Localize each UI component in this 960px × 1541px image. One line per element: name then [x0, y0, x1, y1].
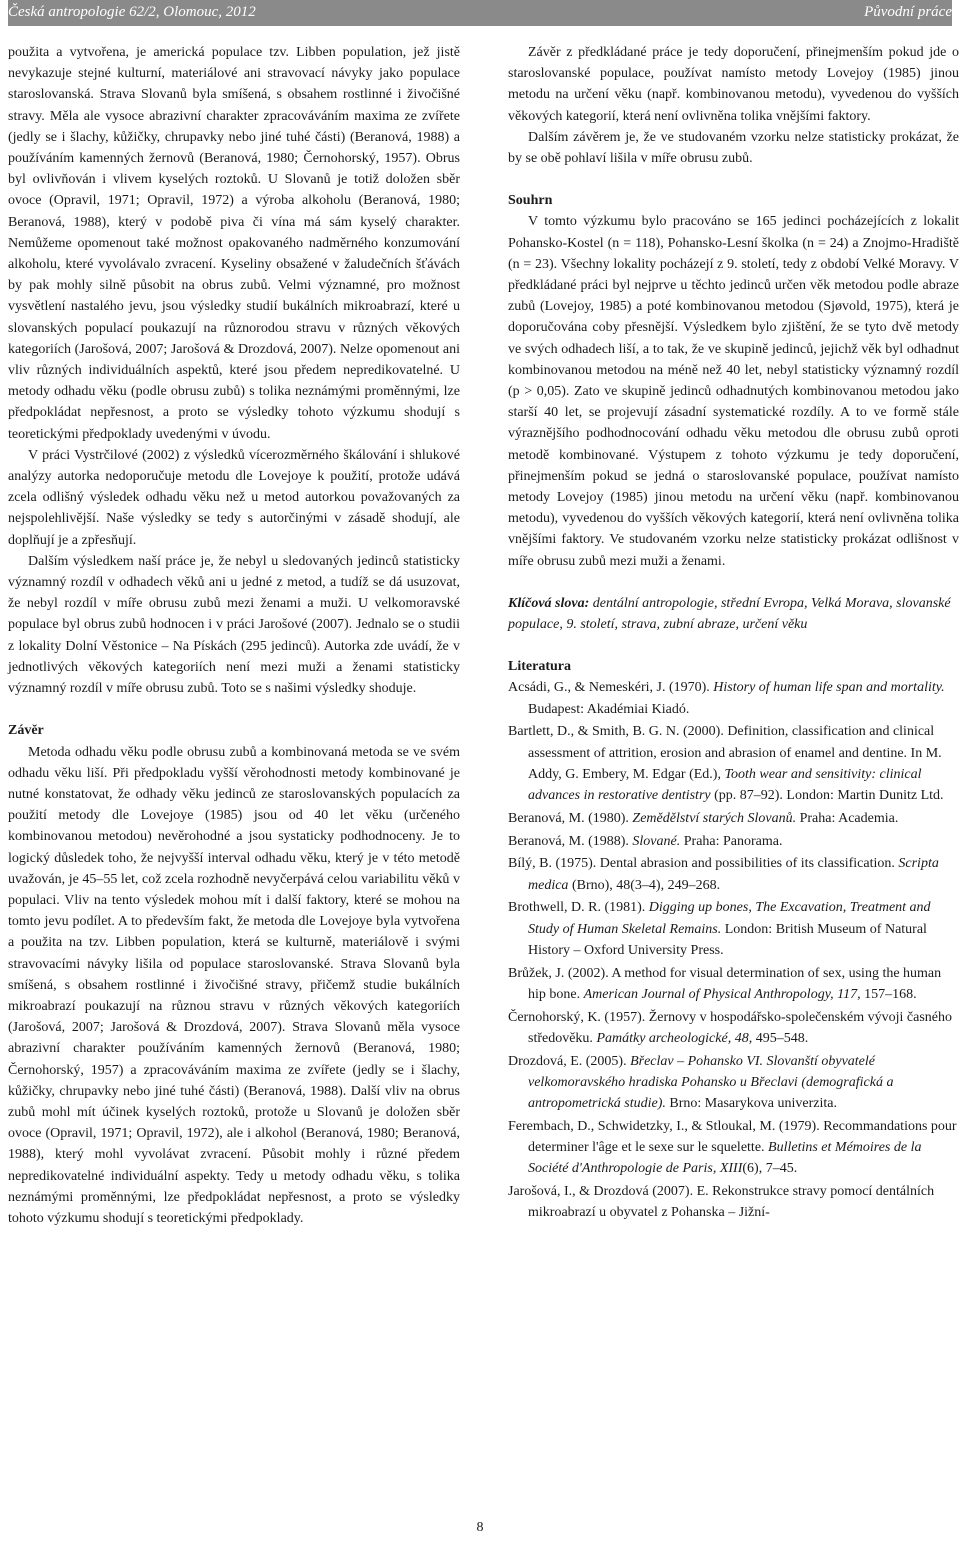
section-heading-souhrn: Souhrn — [508, 193, 553, 209]
reference-publisher: Budapest: Akadémiai Kiadó. — [528, 701, 690, 717]
right-column — [508, 42, 959, 1225]
reference-entry — [508, 721, 959, 806]
reference-text: Jarošová, I., & Drozdová (2007). E. Rekonstrukce stravy pomocí dentálních mikroabrazí u obyvatel z Pohanska – Jižní- — [508, 1184, 935, 1221]
reference-entry — [508, 853, 959, 895]
reference-text: Acsádi, G., & Nemeskéri, J. (1970). — [508, 680, 714, 696]
section-heading-literatura: Literatura — [508, 659, 571, 675]
reference-title: History of human life span and mortality. — [713, 680, 945, 696]
reference-entry — [508, 1116, 959, 1180]
reference-entry — [508, 963, 959, 1005]
reference-title: Digging up bones, The Excavation, Treatment and Study of Human Skeletal Remains. — [528, 900, 931, 937]
reference-publisher: (pp. 87–92). London: Martin Dunitz Ltd. — [710, 788, 944, 804]
reference-text: Černohorský, K. (1957). Žernovy v hospodářsko-společenském vývoji časného středověku. — [508, 1009, 953, 1046]
reference-publisher: London: British Museum of Natural History – Oxford University Press. — [528, 921, 927, 958]
reference-text: Ferembach, D., Schwidetzky, I., & Stloukal, M. (1979). Recommandations pour determiner l'âge et le sexe sur le squelette. — [508, 1118, 957, 1156]
reference-title: Slované. — [632, 833, 681, 849]
paragraph: V tomto výzkumu bylo pracováno se 165 jedinci pocházejících z lokalit Pohansko-Kostel (n = 118), Pohansko-Lesní školka (n = 24) a Znojmo-Hradiště (n = 23). Všechny lokality pocházejí z 9. století, tedy z období Velké Moravy. V předkládané práci byl nejprve u těchto jedinců určen věk metodou podle abraze zubů (Lovejoy, 1985) a poté kombinovanou metodou (Sjøvold, 1975), která je doporučována coby přesnější. Výsledkem bylo zjištění, že se tyto dvě metody ve svých odhadech liší, a to tak, že ve skupině jedinců, jejichž věk byl odhadnut kombinovanou metodou na méně než 40 let, nebyl statisticky významný rozdíl (p > 0,05). Zato ve skupině jedinců odhadnutých kombinovanou metodou jako starší 40 let, se projevují zásadní systematické rozdíly. A to ve formě stále výraznějšího podhodnocování odhadu věku metodou dle obrusu zubů oproti metodě kombinované. Výstupem z tohoto výzkumu je tedy doporučení, přinejmenším pokud se jedná o staroslovanské populace, používat namísto metody Lovejoy (1985) jinou metodu na určení věku (např. kombinovanou metodu), vyvedenou do vyšších věkových kategorií, která není ovlivněna tolika vnějšími faktory. Ve studovaném vzorku nelze statisticky prokázat odlišnost v míře obrusu zubů mezi muži a ženami. — [508, 214, 959, 569]
reference-text: Drozdová, E. (2005). — [508, 1053, 631, 1069]
reference-entry — [508, 808, 959, 829]
reference-entry — [508, 1181, 959, 1223]
reference-publisher: Praha: Academia. — [796, 810, 899, 826]
page-number: 8 — [476, 1520, 484, 1535]
reference-entry — [508, 831, 959, 852]
paragraph: Dalším závěrem je, že ve studovaném vzorku nelze statisticky prokázat, že by se obě pohlaví lišila v míře obrusu zubů. — [508, 129, 959, 167]
reference-entry — [508, 1051, 959, 1115]
reference-title: Tooth wear and sensitivity: clinical advances in restorative dentistry — [528, 766, 922, 804]
reference-entry — [508, 1007, 959, 1049]
reference-publisher: (Brno), 48(3–4), 249–268. — [568, 877, 721, 893]
reference-text: Brothwell, D. R. (1981). — [508, 900, 649, 916]
reference-publisher: Praha: Panorama. — [680, 833, 783, 849]
keywords-text: dentální antropologie, střední Evropa, Velká Morava, slovanské populace, 9. století, strava, zubní abraze, určení věku — [508, 595, 951, 633]
paragraph: Dalším výsledkem naší práce je, že nebyl u sledovaných jedinců statisticky významný rozdíl v odhadech věků ani u jedné z metod, a tudíž se dá usuzovat, že nebyl rozdíl v míře obrusu zubů mezi ženami a muži. U velkomoravské populace byl obrus zubů hodnocen i v práci Jarošové (2007). Jednalo se o studii z lokality Dolní Věstonice – Na Pískách (295 jedinců). Autorka zde uvádí, že v jednotlivých věkových kategoriích není mezi muži a ženami statisticky významný rozdíl v míře obrusu zubů. Toto se s našimi výsledky shoduje. — [8, 553, 460, 697]
left-column — [8, 42, 460, 1229]
reference-text: Bartlett, D., & Smith, B. G. N. (2000). Definition, classification and clinical assessment of attrition, erosion and abrasion of enamel and dentine. In M. Addy, G. Embery, M. Edgar (Ed.), — [508, 724, 942, 782]
reference-title: Památky archeologické, 48, — [596, 1030, 753, 1046]
paragraph: Závěr z předkládané práce je tedy doporučení, přinejmenším pokud jde o staroslovanské populace, používat namísto metody Lovejoy (1985) jinou metodu na určení věku (např. kombinovanou metodu), vyvedenou do vyšších věkových kategorií, která není ovlivněna tolika vnějšími faktory. — [508, 45, 959, 124]
reference-entry — [508, 677, 959, 719]
reference-title: Zemědělství starých Slovanů. — [632, 810, 797, 826]
reference-entry — [508, 897, 959, 961]
keywords — [508, 593, 959, 635]
keywords-label: Klíčová slova: — [508, 595, 590, 611]
section-heading-zaver: Závěr — [8, 723, 44, 739]
reference-title: Bulletins et Mémoires de la Société d'Anthropologie de Paris, XIII — [528, 1140, 922, 1177]
reference-text: Bílý, B. (1975). Dental abrasion and possibilities of its classification. — [508, 856, 899, 872]
reference-text: Beranová, M. (1988). — [508, 833, 633, 849]
reference-list — [508, 677, 959, 1223]
reference-publisher: 495–548. — [752, 1030, 809, 1046]
reference-title: Břeclav – Pohansko VI. Slovanští obyvatelé velkomoravského hradiska Pohansko u Břeclavi (demografická a antropometrická studie). — [528, 1053, 894, 1112]
paragraph: použita a vytvořena, je americká populace tzv. Libben population, jež jistě nevykazuje stejné kulturní, materiálové ani stravovací návyky jako populace staroslovanská. Strava Slovanů byla smíšená, s obsahem rostlinné i živočišné stravy. Měla ale vysoce abrazivní charakter zpracováváním maxima ze zvířete (jedly se i šlachy, kůžičky, chrupavky nebo jiné tuhé části) (Beranová, 1988) a používáním kamenných žernovů (Beranová, 1980; Černohorský, 1957). Obrus byl ovlivňován i vlivem kyselých roztoků. U Slovanů je totiž doložen sběr ovoce (Opravil, 1971; Opravil, 1972) a výroba alkoholu (Beranová, 1980; Beranová, 1988), který v podobě piva či vína má sám kyselý charakter. Nemůžeme opomenout také možnost opakovaného nadměrného konzumování alkoholu, které vyvolávalo zvracení. Kyseliny obsažené v žaludečních šťávách by pak mohly silně působit na obrus zubů. Velmi významné, pro možnost vysvětlení nastalého jevu, jsou výsledky studií bukálních mikroabrazí, které u slovanských populací poukazují na různorodou stravu v různých věkových kategoriích (Jarošová, 2007; Jarošová & Drozdová, 2007). Nelze opomenout ani vliv různých individuálních aspektů, které jsou předem nepredikovatelné. U metody odhadu věku (podle obrusu zubů) s tolika neznámými proměnnými, lze předpokládat nepřesnost, a proto se výsledky tohoto výzkumu shodují s teoretickými předpoklady uvedenými v úvodu. — [8, 45, 460, 442]
running-header — [8, 0, 952, 26]
paragraph: Metoda odhadu věku podle obrusu zubů a kombinovaná metoda se ve svém odhadu věku liší. Při předpokladu vyšší věrohodnosti metody kombinované je nutné konstatovat, že odhady věku jedinců ze staroslovanských populacích za použití metody dle Lovejoye (1985) jsou od 40 let věku (určeného kombinovanou metodou) nevěrohodné a jsou systaticky podhodnoceny. Je to logický důsledek toho, že nejvyšší interval odhadu věku, který je v této metodě uvažován, je 45–55 let, což zcela rozhodně nevyčerpává celou variabilitu věků v populaci. Vliv na tento výsledek mohou mít i další faktory, které se mohou na tomto jevu podílet. A to především fakt, že metoda dle Lovejoye byla vytvořena a použita na tzv. Libben population, která se kulturně, materiálově i svými stravovacími návyky lišila od populace staroslovanské. Strava Slovanů byla smíšená, s obsahem rostlinné i živočišné stravy, přičemž studie bukálních mikroabrazí poukazují na různou stravu v různých věkových kategoriích (Jarošová, 2007; Jarošová & Drozdová, 2007). Strava Slovanů měla vysoce abrazivní charakter používáním kamenných žernovů (Beranová, 1980; Černohorský, 1957) a zpracováváním maxima ze zvířete (jedly se i šlachy, kůžičky, chrupavky nebo jiné tuhé části) (Beranová, 1988). Další vliv na obrus zubů mohl mít účinek kyselých roztoků, protože u Slovanů je doložen sběr ovoce (Opravil, 1971; Opravil, 1972), ale i alkohol (Beranová, 1980; Beranová, 1988), který mohl vyvolávat zvracení. Působit mohly i různé předem nepredikovatelné individuální aspekty. Tedy u metody odhadu věku, s tolika neznámými proměnnými, lze předpokládat nepřesnost, a proto se výsledky tohoto výzkumu shodují s teoretickými předpoklady. — [8, 744, 460, 1226]
reference-text: Brůžek, J. (2002). A method for visual determination of sex, using the human hip bone. — [508, 965, 942, 1002]
reference-publisher: (6), 7–45. — [742, 1161, 798, 1177]
section-label: Původní práce — [864, 4, 952, 20]
reference-title: Scripta medica — [528, 856, 939, 893]
reference-text: Beranová, M. (1980). — [508, 810, 633, 826]
reference-publisher: Brno: Masarykova univerzita. — [665, 1096, 837, 1112]
reference-publisher: 157–168. — [860, 986, 917, 1002]
reference-title: American Journal of Physical Anthropology, 117, — [583, 986, 861, 1002]
paragraph: V práci Vystrčilové (2002) z výsledků vícerozměrného škálování i shlukové analýzy autorka nedoporučuje metodu dle Lovejoye k použití, protože udává zcela odlišný výsledek odhadu věku než u metod autorkou považovaných za nejspolehlivější. Naše výsledky se tedy s autorčinými v zásadě shodují, ale doplňují je a zpřesňují. — [8, 447, 460, 548]
journal-title: Česká antropologie 62/2, Olomouc, 2012 — [8, 4, 256, 20]
